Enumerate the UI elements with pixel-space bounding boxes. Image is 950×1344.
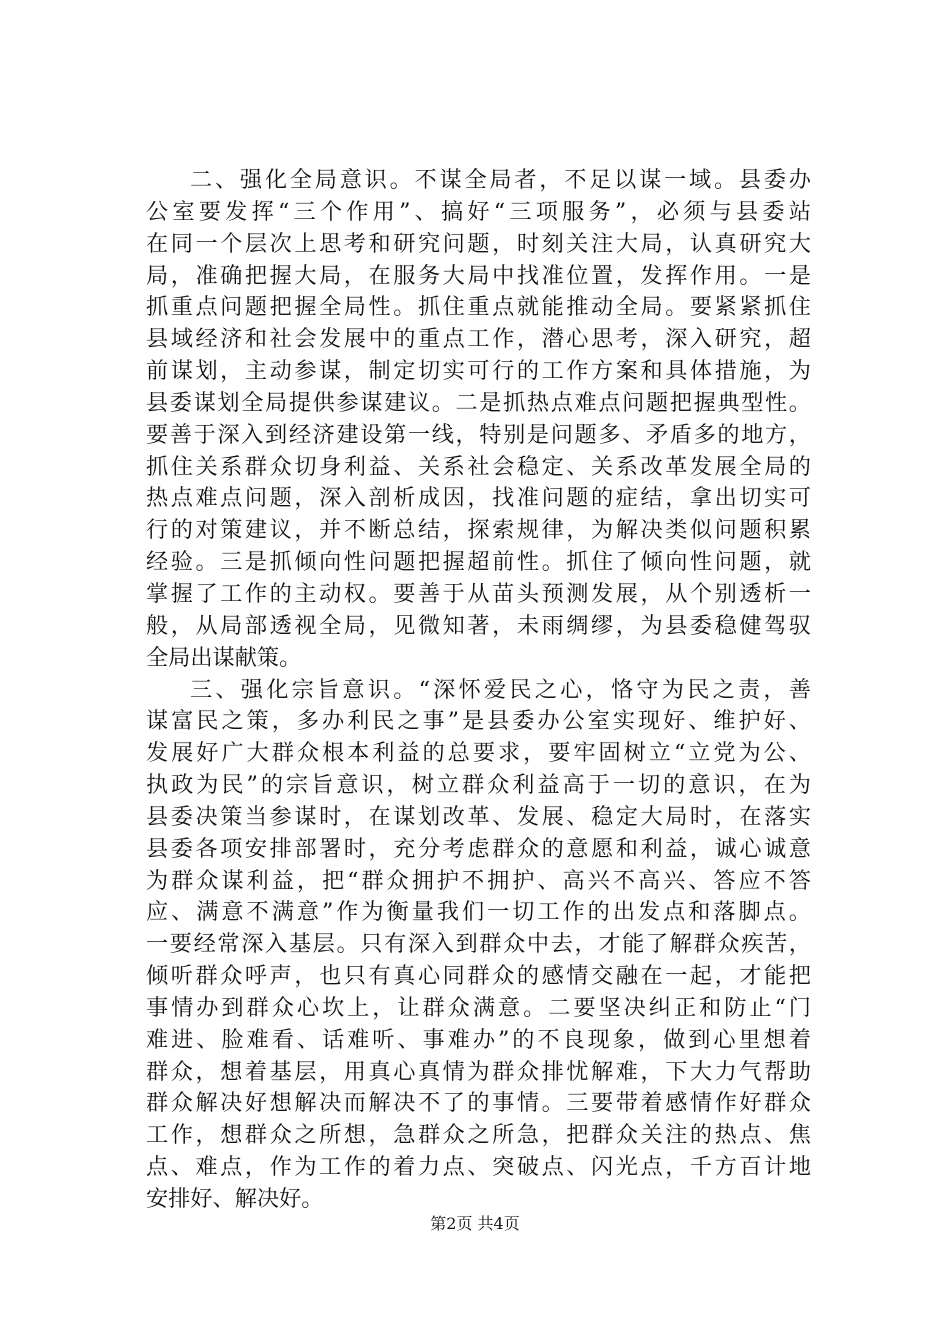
paragraph-line: 经验。三是抓倾向性问题把握超前性。抓住了倾向性问题，就 [146,549,811,576]
paragraph-line: 局，准确把握大局，在服务大局中找准位置，发挥作用。一是 [146,262,811,289]
paragraph-line: 县域经济和社会发展中的重点工作，潜心思考，深入研究，超 [146,326,811,353]
paragraph-line: 抓重点问题把握全局性。抓住重点就能推动全局。要紧紧抓住 [146,294,811,321]
paragraph-line: 二、强化全局意识。不谋全局者，不足以谋一域。县委办 [190,167,811,193]
paragraph-line: 执政为民”的宗旨意识，树立群众利益高于一切的意识，在为 [146,772,811,799]
page-footer: 第2页 共4页 [430,1214,520,1233]
paragraph-line: 群众解决好想解决而解决不了的事情。三要带着感情作好群众 [146,1090,811,1117]
paragraph-line: 热点难点问题，深入剖析成因，找准问题的症结，拿出切实可 [146,485,811,512]
paragraph-line: 谋富民之策，多办利民之事”是县委办公室实现好、维护好、 [146,708,811,735]
paragraph-line: 前谋划，主动参谋，制定切实可行的工作方案和具体措施，为 [146,358,811,385]
paragraph-line: 三、强化宗旨意识。“深怀爱民之心，恪守为民之责，善 [190,676,811,703]
document-body [146,165,811,1216]
paragraph-line: 抓住关系群众切身利益、关系社会稳定、关系改革发展全局的 [146,453,811,480]
paragraph-line: 难进、脸难看、话难听、事难办”的不良现象，做到心里想着 [146,1026,811,1053]
paragraph-line: 应、满意不满意”作为衡量我们一切工作的出发点和落脚点。 [146,899,811,926]
paragraph-line: 倾听群众呼声，也只有真心同群众的感情交融在一起，才能把 [146,963,811,990]
paragraph-line: 县委谋划全局提供参谋建议。二是抓热点难点问题把握典型性。 [146,389,811,416]
paragraph-line: 般，从局部透视全局，见微知著，未雨绸缪，为县委稳健驾驭 [146,612,811,639]
paragraph-line: 行的对策建议，并不断总结，探索规律，为解决类似问题积累 [146,517,811,544]
paragraph-line: 公室要发挥“三个作用”、搞好“三项服务”，必须与县委站 [146,198,811,225]
paragraph-line: 要善于深入到经济建设第一线，特别是问题多、矛盾多的地方， [146,421,811,448]
paragraph-line: 掌握了工作的主动权。要善于从苗头预测发展，从个别透析一 [146,580,811,607]
paragraph-line: 为群众谋利益，把“群众拥护不拥护、高兴不高兴、答应不答 [146,867,811,894]
paragraph-line: 县委决策当参谋时，在谋划改革、发展、稳定大局时，在落实 [146,803,811,830]
paragraph-line: 工作，想群众之所想，急群众之所急，把群众关注的热点、焦 [146,1122,811,1149]
paragraph-line: 点、难点，作为工作的着力点、突破点、闪光点，千方百计地 [146,1154,811,1181]
paragraph-line: 安排好、解决好。 [146,1186,324,1212]
paragraph-line: 县委各项安排部署时，充分考虑群众的意愿和利益，诚心诚意 [146,835,811,862]
paragraph-line: 事情办到群众心坎上，让群众满意。二要坚决纠正和防止“门 [146,994,811,1021]
paragraph-line: 发展好广大群众根本利益的总要求，要牢固树立“立党为公、 [146,740,811,767]
paragraph-line: 在同一个层次上思考和研究问题，时刻关注大局，认真研究大 [146,230,811,257]
paragraph-line: 全局出谋献策。 [146,644,302,671]
paragraph-line: 一要经常深入基层。只有深入到群众中去，才能了解群众疾苦， [146,931,811,958]
paragraph-line: 群众，想着基层，用真心真情为群众排忧解难，下大力气帮助 [146,1058,811,1085]
